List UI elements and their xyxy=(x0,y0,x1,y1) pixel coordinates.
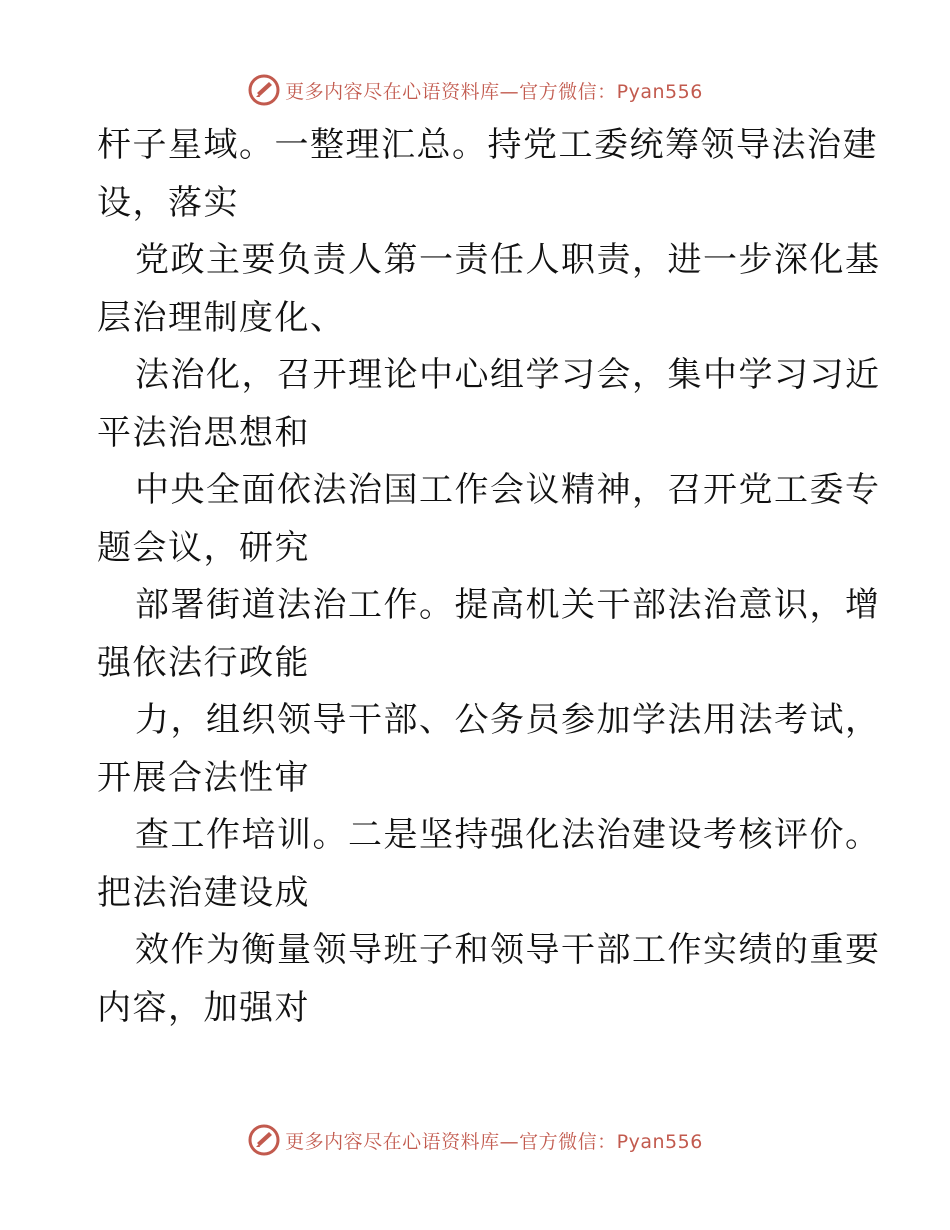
text-line: 法治化，召开理论中心组学习会，集中学习习近 xyxy=(135,355,881,395)
text-line: 中央全面依法治国工作会议精神，召开党工委专 xyxy=(135,470,881,510)
logo-icon xyxy=(247,73,281,107)
logo-icon xyxy=(247,1123,281,1157)
text-line: 内容，加强对 xyxy=(97,987,310,1028)
document-body xyxy=(97,117,881,1037)
text-line: 部署街道法治工作。提高机关干部法治意识，增 xyxy=(135,585,881,625)
watermark-text: 更多内容尽在心语资料库—官方微信：Pyan556 xyxy=(285,1130,703,1153)
watermark-text: 更多内容尽在心语资料库—官方微信：Pyan556 xyxy=(285,80,703,103)
footer-watermark xyxy=(0,1120,950,1160)
text-line: 层治理制度化、 xyxy=(97,297,346,338)
header-watermark xyxy=(0,70,950,110)
text-line: 党政主要负责人第一责任人职责，进一步深化基 xyxy=(135,240,881,280)
text-line: 题会议，研究 xyxy=(97,527,310,568)
text-line: 杆子星域。一整理汇总。持党工委统筹领导法治建 xyxy=(97,125,878,165)
text-line: 平法治思想和 xyxy=(97,412,310,453)
text-line: 力，组织领导干部、公务员参加学法用法考试， xyxy=(135,700,881,740)
text-line: 查工作培训。二是坚持强化法治建设考核评价。 xyxy=(135,815,881,855)
text-line: 开展合法性审 xyxy=(97,757,310,798)
text-line: 效作为衡量领导班子和领导干部工作实绩的重要 xyxy=(135,930,881,970)
text-line: 把法治建设成 xyxy=(97,872,310,913)
text-line: 设，落实 xyxy=(97,182,239,223)
text-line: 强依法行政能 xyxy=(97,642,310,683)
